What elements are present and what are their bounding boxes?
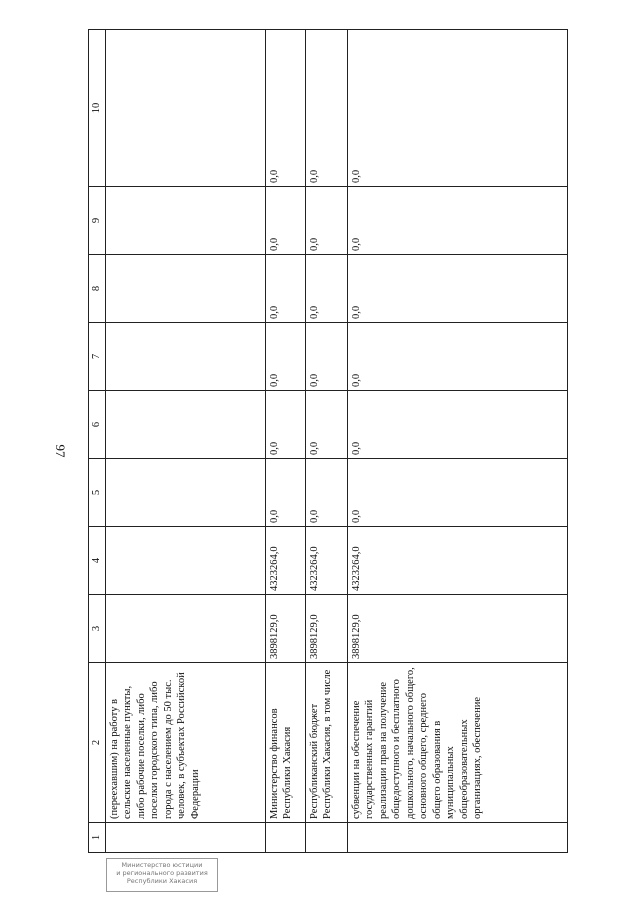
table-row — [305, 30, 347, 853]
cell: 0,0 — [265, 30, 305, 187]
header-cell: 9 — [89, 187, 106, 255]
table-row — [265, 30, 305, 853]
cell — [105, 823, 265, 853]
cell: 3898129,0 — [347, 595, 567, 663]
cell: 3898129,0 — [305, 595, 347, 663]
cell: 0,0 — [305, 391, 347, 459]
cell — [105, 255, 265, 323]
cell: 0,0 — [265, 459, 305, 527]
header-row — [89, 30, 106, 853]
header-cell: 6 — [89, 391, 106, 459]
header-cell: 5 — [89, 459, 106, 527]
table-row — [105, 30, 265, 853]
cell — [347, 823, 567, 853]
cell: Министерство финансов Республики Хакасия — [265, 663, 305, 823]
cell: 0,0 — [347, 391, 567, 459]
cell: 0,0 — [347, 30, 567, 187]
cell: 0,0 — [347, 187, 567, 255]
registration-stamp — [106, 858, 218, 892]
header-cell: 4 — [89, 527, 106, 595]
page-number: 97 — [53, 444, 68, 458]
header-cell: 10 — [89, 30, 106, 187]
cell: 3898129,0 — [265, 595, 305, 663]
stamp-line: и регионального развития — [116, 869, 208, 877]
cell — [105, 391, 265, 459]
stamp-line: Министерство юстиции — [121, 861, 203, 869]
cell — [105, 459, 265, 527]
header-cell: 2 — [89, 663, 106, 823]
cell: 0,0 — [305, 30, 347, 187]
cell: субвенции на обеспечение государственных гарантий реализации прав на получение общедоступного и бесплатного дошкольного, начального общего, основного общего, среднего общего образования в муниципальных общеобразовательных организациях, обеспечение — [347, 663, 567, 823]
cell: (переехавшим) на работу в сельские населенные пункты, либо рабочие поселки, либо поселки городского типа, либо города с населением до 50 тыс. человек, в субъектах Российской Федерации — [105, 663, 265, 823]
cell: 0,0 — [305, 255, 347, 323]
cell: 4323264,0 — [265, 527, 305, 595]
cell: 0,0 — [265, 187, 305, 255]
cell: 0,0 — [347, 323, 567, 391]
table-row — [347, 30, 567, 853]
cell: 0,0 — [265, 255, 305, 323]
cell: 4323264,0 — [347, 527, 567, 595]
cell — [105, 30, 265, 187]
cell — [105, 323, 265, 391]
cell — [105, 527, 265, 595]
cell — [265, 823, 305, 853]
header-cell: 1 — [89, 823, 106, 853]
header-cell: 8 — [89, 255, 106, 323]
cell: 4323264,0 — [305, 527, 347, 595]
cell: 0,0 — [347, 255, 567, 323]
cell — [105, 595, 265, 663]
cell: 0,0 — [305, 323, 347, 391]
cell — [105, 187, 265, 255]
cell: 0,0 — [305, 459, 347, 527]
cell: 0,0 — [265, 391, 305, 459]
cell: 0,0 — [305, 187, 347, 255]
cell — [305, 823, 347, 853]
table-container — [88, 30, 575, 853]
rotated-page — [88, 30, 578, 890]
cell: 0,0 — [347, 459, 567, 527]
cell: Республиканский бюджет Республики Хакасия, в том числе — [305, 663, 347, 823]
cell: 0,0 — [265, 323, 305, 391]
stamp-line: Республики Хакасия — [126, 877, 198, 885]
header-cell: 3 — [89, 595, 106, 663]
budget-table — [88, 29, 568, 853]
header-cell: 7 — [89, 323, 106, 391]
